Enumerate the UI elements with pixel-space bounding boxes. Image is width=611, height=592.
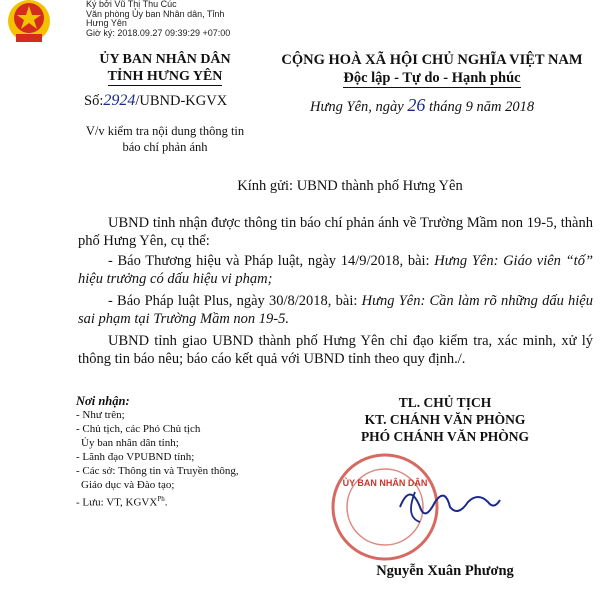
national-motto: Độc lập - Tự do - Hạnh phúc (343, 70, 521, 86)
archive-end: . (164, 496, 168, 509)
stamp-text: ỦY BAN NHÂN DÂN (342, 478, 428, 488)
p3-italic: Hưng Yên: Cần làm rõ những dấu hiệu sai phạm tại Trường Mầm non 19-5. (78, 293, 593, 327)
archive-sup: Ph (157, 495, 165, 503)
sig-line2: KT. CHÁNH VĂN PHÒNG (364, 412, 526, 427)
p2-italic: Hưng Yên: Giáo viên “tố” hiệu trưởng có dấu hiệu vi phạm; (78, 253, 594, 287)
number-handwritten: 2924 (103, 92, 136, 109)
p2-plain: - Báo Thương hiệu và Pháp luật, ngày 14/9/2018, bài: (108, 253, 435, 269)
recipient-item: - Như trên; (76, 409, 125, 421)
signer: Ký bởi Vũ Thị Thu Cúc (86, 0, 177, 9)
signature-title (300, 394, 590, 445)
subject (60, 123, 270, 155)
date-prefix: Hưng Yên, ngày (310, 99, 404, 115)
national-emblem-icon (6, 0, 52, 46)
issuer-line1: ỦY BAN NHÂN DÂN (99, 52, 231, 67)
digital-signature-info (86, 0, 230, 38)
sig-line3: PHÓ CHÁNH VĂN PHÒNG (360, 429, 530, 444)
subject-line1: V/v kiểm tra nội dung thông tin (85, 124, 245, 138)
date-day: 26 (407, 95, 426, 115)
body-paragraph-1: UBND tỉnh nhận được thông tin báo chí phản ánh về Trường Mầm non 19-5, thành phố Hưng Yên, cụ thể: (78, 215, 593, 249)
body-paragraph-3 (78, 292, 593, 328)
official-stamp-and-signature (330, 452, 530, 562)
signer-org: Văn phòng Ủy ban Nhân dân, Tỉnh (86, 8, 225, 19)
document-date (310, 95, 534, 116)
recipients-title: Nơi nhận: (76, 394, 130, 408)
sig-line1: TL. CHỦ TỊCH (398, 395, 492, 410)
archive-label: - Lưu: VT, KGVX (76, 496, 158, 509)
recipient-item: - Chủ tịch, các Phó Chủ tịch (76, 423, 201, 435)
recipient-item: - Lãnh đạo VPUBND tỉnh; (76, 451, 195, 463)
recipient-item (76, 492, 239, 510)
recipient-item: - Các sở: Thông tin và Truyền thông, (76, 465, 239, 477)
number-suffix: /UBND-KGVX (135, 93, 228, 109)
recipient: Kính gửi: UBND thành phố Hưng Yên (237, 178, 463, 194)
body-paragraph-4: UBND tỉnh giao UBND thành phố Hưng Yên chỉ đạo kiểm tra, xác minh, xử lý thông tin báo nêu; báo cáo kết quả với UBND tỉnh theo quy định./. (78, 333, 593, 367)
p3-plain: - Báo Pháp luật Plus, ngày 30/8/2018, bài: (108, 293, 362, 309)
date-suffix: tháng 9 năm 2018 (428, 99, 535, 115)
national-title: CỘNG HOÀ XÃ HỘI CHỦ NGHĨA VIỆT NAM (281, 52, 583, 68)
recipient-item: Ủy ban nhân dân tỉnh; (81, 437, 179, 449)
recipients-list (76, 394, 239, 510)
issuer (80, 51, 250, 86)
national-heading (262, 51, 602, 88)
signer-name: Nguyễn Xuân Phương (376, 563, 514, 579)
sign-time: Giờ ký: 2018.09.27 09:39:29 +07:00 (86, 27, 231, 38)
body-paragraph-2 (78, 252, 593, 288)
number-prefix: Số: (84, 93, 104, 109)
subject-line2: báo chí phản ánh (122, 140, 208, 154)
issuer-line2: TỈNH HƯNG YÊN (107, 69, 223, 84)
document-number (84, 92, 227, 110)
recipient-item: Giáo dục và Đào tạo; (81, 479, 175, 491)
signer-org-2: Hưng Yên (86, 18, 127, 28)
